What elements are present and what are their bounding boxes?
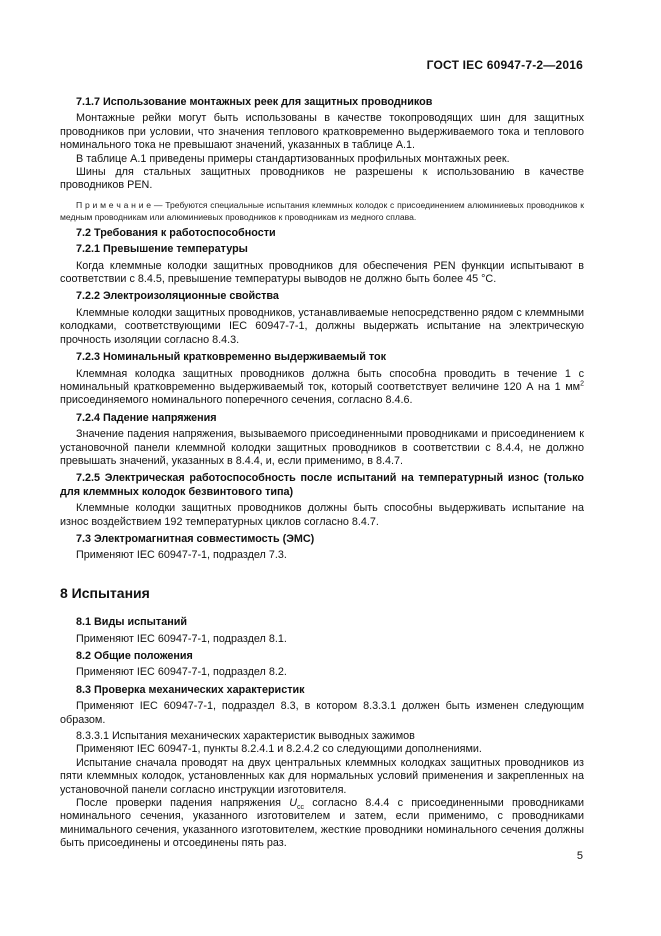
text-run: согласно 8.4.4 с присоединенными проводниками номинального сечения, указанного изготовителем и затем, если применимо, с проводниками минимального сечения, указанного изготовителем, жесткие проводники номинального сечения должны быть присоединены и отсоединены пять раз. [60, 797, 584, 850]
paragraph [60, 797, 584, 851]
heading-7-3: 7.3 Электромагнитная совместимость (ЭМС) [76, 532, 315, 545]
heading-8: 8 Испытания [60, 584, 150, 601]
paragraph: Испытание сначала проводят на двух центральных клеммных колодках защитных проводников из пяти клеммных колодок, установленных как для нормальных условий применения и закрепленных на установочной панели согласно инструкции изготовителя. [60, 756, 584, 796]
subsection-title-8-3-3-1: 8.3.3.1 Испытания механических характеристик выводных зажимов [76, 730, 415, 743]
heading-7-2-2: 7.2.2 Электроизоляционные свойства [76, 290, 279, 303]
paragraph: Применяют IEC 60947-1, пункты 8.2.4.1 и 8.2.4.2 со следующими дополнениями. [76, 743, 482, 756]
symbol-u: U [289, 797, 298, 810]
page-number: 5 [576, 850, 583, 862]
paragraph: Применяют IEC 60947-7-1, подраздел 7.3. [76, 549, 287, 562]
text-run: присоединяемого номинального поперечного сечения, согласно 8.4.6. [60, 394, 413, 407]
heading-7-2-3: 7.2.3 Номинальный кратковременно выдерживаемый ток [76, 351, 386, 364]
paragraph: Шины для стальных защитных проводников не разрешены к использованию в качестве проводников PEN. [60, 166, 584, 192]
paragraph: В таблице А.1 приведены примеры стандартизованных профильных монтажных реек. [76, 152, 510, 165]
paragraph: Монтажные рейки могут быть использованы в качестве токопроводящих шин для защитных проводников при условии, что значения теплового кратковременно выдерживаемого тока и теплового номинального тока не превышают значений, указанных в таблице А.1. [60, 112, 584, 152]
heading-7-2: 7.2 Требования к работоспособности [76, 226, 276, 239]
superscript: 2 [580, 380, 584, 388]
page-content [60, 96, 584, 851]
paragraph: Значение падения напряжения, вызываемого присоединенными проводниками и присоединением к установочной панели клеммной колодки защитных проводников в соответствии с 8.4.4, не должно превышать значений, указанных в 8.4.4, и, если применимо, в 8.4.7. [60, 428, 584, 467]
paragraph: Применяют IEC 60947-7-1, подраздел 8.1. [76, 632, 287, 645]
paragraph [60, 368, 584, 408]
heading-8-1: 8.1 Виды испытаний [76, 616, 187, 629]
subscript: cc [297, 804, 305, 812]
paragraph: Применяют IEC 60947-7-1, подраздел 8.3, в котором 8.3.3.1 должен быть изменен следующим образом. [60, 700, 584, 726]
heading-7-2-1: 7.2.1 Превышение температуры [76, 243, 248, 256]
paragraph: Когда клеммные колодки защитных проводников для обеспечения PEN функции испытывают в соответствии с 8.4.5, превышение температуры выводов не должно быть более 45 °С. [60, 259, 584, 286]
heading-8-2: 8.2 Общие положения [76, 650, 193, 662]
text-run: Клеммная колодка защитных проводников должна быть способна проводить в течение 1 с номинальный кратковременно выдерживаемый ток, который соответствует величине 120 А на 1 мм [60, 367, 584, 393]
text-run: После проверки падения напряжения [76, 797, 290, 810]
note: П р и м е ч а н и е — Требуются специальные испытания клеммных колодок с присоединением алюминиевых проводников к медным проводникам или алюминиевых проводников к проводникам из медного сплава. [60, 199, 584, 222]
heading-7-2-5: 7.2.5 Электрическая работоспособность после испытаний на температурный износ (только для клеммных колодок безвинтового типа) [60, 472, 584, 498]
heading-8-3: 8.3 Проверка механических характеристик [76, 683, 305, 696]
paragraph: Клеммные колодки защитных проводников, устанавливаемые непосредственно рядом с клеммными колодками, соответствующими IEC 60947-7-1, должны выдержать испытание на электрическую прочность изоляции согласно 8.4.3. [60, 306, 584, 346]
heading-7-1-7: 7.1.7 Использование монтажных реек для защитных проводников [76, 96, 433, 108]
document-header: ГОСТ IEC 60947-7-2—2016 [426, 58, 583, 72]
heading-7-2-4: 7.2.4 Падение напряжения [76, 411, 217, 424]
paragraph: Применяют IEC 60947-7-1, подраздел 8.2. [76, 666, 287, 679]
paragraph: Клеммные колодки защитных проводников должны быть способны выдерживать испытание на износ воздействием 192 температурных циклов согласно 8.4.7. [60, 502, 584, 528]
